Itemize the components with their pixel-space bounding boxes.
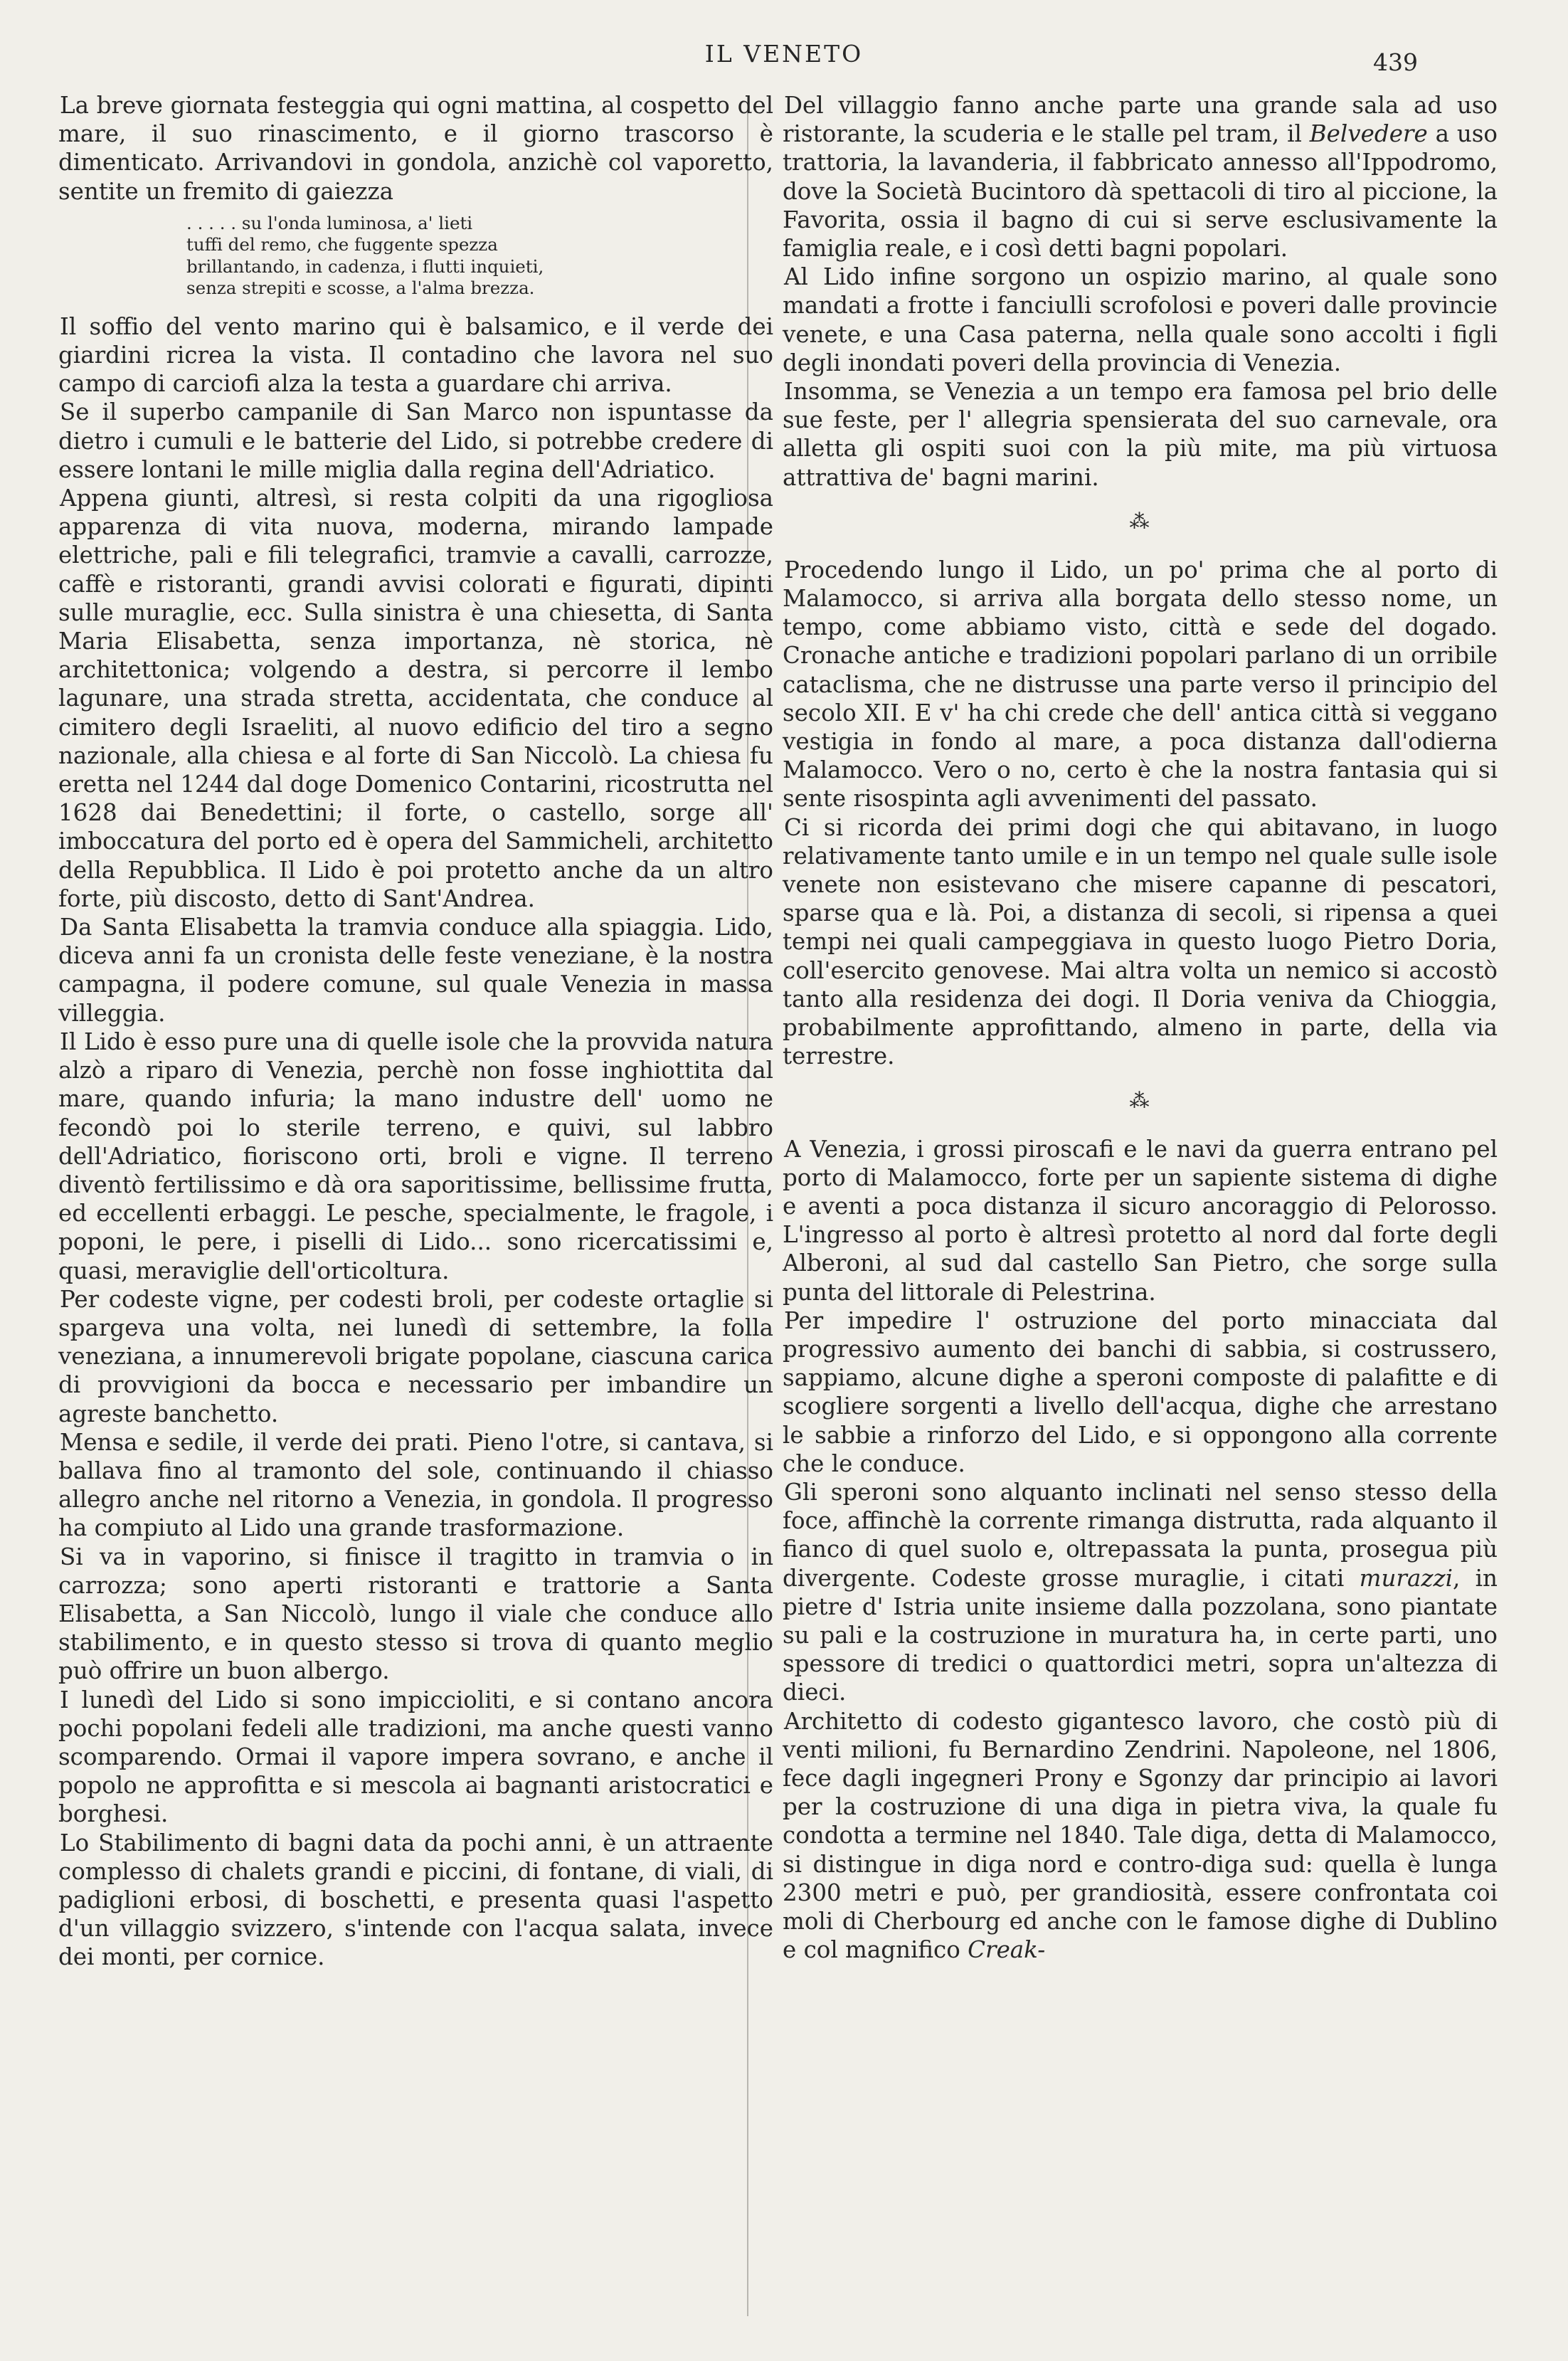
paragraph: Per codeste vigne, per codesti broli, per codeste ortaglie si spargeva una volta, nei lunedì di settembre, la folla veneziana, a innumerevoli brigate popolane, ciascuna carica di provvigioni da bocca e necessario per imbandire un agreste banchetto.	[58, 1285, 773, 1427]
poem-line: brillantando, in cadenza, i flutti inquieti,	[186, 255, 544, 277]
paragraph	[783, 1478, 1498, 1707]
paragraph: Appena giunti, altresì, si resta colpiti da una rigogliosa apparenza di vita nuova, moderna, mirando lampade elettriche, pali e fili telegrafici, tramvie a cavalli, carrozze, caffè e ristoranti, grandi avvisi colorati e figurati, dipinti sulle muraglie, ecc. Sulla sinistra è una chiesetta, di Santa Maria Elisabetta, senza importanza, nè storica, nè architettonica; volgendo a destra, si percorre il lembo lagunare, una strada stretta, accidentata, che conduce al cimitero degli Israeliti, al nuovo edificio del tiro a segno nazionale, alla chiesa e al forte di San Niccolò. La chiesa fu eretta nel 1244 dal doge Domenico Contarini, ricostrutta nel 1628 dai Benedettini; il forte, o castello, sorge all' imboccatura del porto ed è opera del Sammicheli, architetto della Repubblica. Il Lido è poi protetto anche da un altro forte, più discosto, detto di Sant'Andrea.	[58, 485, 773, 912]
poem-line: . . . . . su l'onda luminosa, a' lieti	[186, 212, 473, 233]
text-run: Architetto di codesto gigantesco lavoro, che costò più di venti milioni, fu Bernardino Zendrini. Napoleone, nel 1806, fece dagli ingegneri Prony e Sgonzy dar principio ai lavori per la costruzione di una diga in pietra viva, la quale fu condotta a termine nel 1840. Tale diga, detta di Malamocco, si distingue in diga nord e contro-diga sud: quella è lunga 2300 metri e può, per grandiosità, essere confrontata coi moli di Cherbourg ed anche con le famose dighe di Dublino e col magnifico	[783, 1707, 1498, 1964]
italic-term: Creak-	[968, 1936, 1046, 1964]
paragraph: Si va in vaporino, si finisce il tragitto in tramvia o in carrozza; sono aperti ristoranti e trattorie a Santa Elisabetta, a San Niccolò, lungo il viale che conduce allo stabilimento, e in questo stesso si trova di quanto meglio può offrire un buon albergo.	[58, 1543, 773, 1685]
left-column	[58, 91, 773, 1972]
page-number: 439	[1373, 48, 1418, 76]
text-run: , in pietre d' Istria unite insieme dalla pozzolana, sono piantate su pali e la costruzione in muratura ha, in certe parti, uno spessore di tredici o quattordici metri, sopra un'altezza di dieci.	[783, 1564, 1498, 1706]
paragraph: I lunedì del Lido si sono impiccioliti, e si contano ancora pochi popolani fedeli alle tradizioni, ma anche questi vanno scomparendo. Ormai il vapore impera sovrano, e anche il popolo ne approfitta e si mescola ai bagnanti aristocratici e borghesi.	[58, 1686, 773, 1828]
paragraph: Il soffio del vento marino qui è balsamico, e il verde dei giardini ricrea la vista. Il contadino che lavora nel suo campo di carciofi alza la testa a guardare chi arriva.	[58, 312, 773, 398]
right-column	[783, 91, 1498, 1964]
italic-term: Belvedere	[1309, 120, 1428, 148]
poem-quotation	[186, 213, 773, 300]
italic-term: murazzi	[1359, 1564, 1453, 1592]
paragraph	[783, 1707, 1498, 1965]
paragraph: Da Santa Elisabetta la tramvia conduce alla spiaggia. Lido, diceva anni fa un cronista delle feste veneziane, è la nostra campagna, il podere comune, sul quale Venezia in massa villeggia.	[58, 914, 773, 1027]
paragraph	[783, 91, 1498, 263]
paragraph: Per impedire l' ostruzione del porto minacciata dal progressivo aumento dei banchi di sabbia, si costrussero, sappiamo, alcune dighe a speroni composte di palafitte e di scogliere sorgenti a livello dell'acqua, dighe che arrestano le sabbie a rinforzo del Lido, e si oppongono alla corrente che le conduce.	[783, 1306, 1498, 1477]
running-title: IL VENETO	[704, 40, 864, 68]
paragraph: Il Lido è esso pure una di quelle isole che la provvida natura alzò a riparo di Venezia, perchè non fosse inghiottita dal mare, quando infuria; la mano industre dell' uomo ne fecondò poi lo sterile terreno, e quivi, sul labbro dell'Adriatico, fioriscono orti, broli e vigne. Il terreno diventò fertilissimo e dà ora saporitissime, bellissime frutta, ed eccellenti erbaggi. Le pesche, specialmente, le fragole, i poponi, le pere, i piselli di Lido... sono ricercatissimi e, quasi, meraviglie dell'orticoltura.	[58, 1028, 773, 1284]
paragraph: Procedendo lungo il Lido, un po' prima che al porto di Malamocco, si arriva alla borgata dello stesso nome, un tempo, come abbiamo visto, città e sede del dogado. Cronache antiche e tradizioni popolari parlano di un orribile cataclisma, che ne distrusse una parte verso il principio del secolo XII. E v' ha chi crede che dell' antica città si veggano vestigia in fondo al mare, a poca distanza dall'odierna Malamocco. Vero o no, certo è che la nostra fantasia qui si sente risospinta agli avvenimenti del passato.	[783, 556, 1498, 813]
section-separator: ⁂	[1129, 509, 1151, 533]
text-run: Gli speroni sono alquanto inclinati nel senso stesso della foce, affinchè la corrente rimanga distrutta, rada alquanto il fianco di quel suolo e, oltrepassata la punta, prosegua più divergente. Codeste grosse muraglie, i citati	[783, 1478, 1498, 1592]
paragraph: La breve giornata festeggia qui ogni mattina, al cospetto del mare, il suo rinascimento, e il giorno trascorso è dimenticato. Arrivandovi in gondola, anzichè col vaporetto, sentite un fremito di gaiezza	[58, 92, 773, 205]
paragraph: Al Lido infine sorgono un ospizio marino, al quale sono mandati a frotte i fanciulli scrofolosi e poveri dalle provincie venete, e una Casa paterna, nella quale sono accolti i figli degli inondati poveri della provincia di Venezia.	[783, 263, 1498, 376]
paragraph: Ci si ricorda dei primi dogi che qui abitavano, in luogo relativamente tanto umile e in un tempo nel quale sulle isole venete non esistevano che misere capanne di pescatori, sparse qua e là. Poi, a distanza di secoli, si ripensa a quei tempi nei quali campeggiava in questo luogo Pietro Doria, coll'esercito genovese. Mai altra volta un nemico si accostò tanto alla residenza dei dogi. Il Doria veniva da Chioggia, probabilmente approfittando, almeno in parte, della via terrestre.	[783, 813, 1498, 1070]
text-run: a uso trattoria, la lavanderia, il fabbricato annesso all'Ippodromo, dove la Società Bucintoro dà spettacoli di tiro al piccione, la Favorita, ossia il bagno di cui si serve esclusivamente la famiglia reale, e i così detti bagni popolari.	[783, 120, 1498, 263]
section-separator: ⁂	[1129, 1088, 1151, 1112]
text-run: Del villaggio fanno anche parte una grande sala ad uso ristorante, la scuderia e le stalle pel tram, il	[783, 92, 1498, 148]
paragraph: A Venezia, i grossi piroscafi e le navi da guerra entrano pel porto di Malamocco, forte per un sapiente sistema di dighe e aventi a poca distanza il sicuro ancoraggio di Pelorosso. L'ingresso al porto è altresì protetto al nord dal forte degli Alberoni, al sud dal castello San Pietro, che sorge sulla punta del littorale di Pelestrina.	[783, 1135, 1498, 1306]
poem-line: senza strepiti e scosse, a l'alma brezza.	[186, 278, 535, 299]
paragraph: Se il superbo campanile di San Marco non ispuntasse da dietro i cumuli e le batterie del Lido, si potrebbe credere di essere lontani le mille miglia dalla regina dell'Adriatico.	[58, 398, 773, 483]
poem-line: tuffi del remo, che fuggente spezza	[186, 234, 498, 255]
paragraph: Mensa e sedile, il verde dei prati. Pieno l'otre, si cantava, si ballava fino al tramonto del sole, continuando il chiasso allegro anche nel ritorno a Venezia, in gondola. Il progresso ha compiuto al Lido una grande trasformazione.	[58, 1428, 773, 1542]
paragraph: Insomma, se Venezia a un tempo era famosa pel brio delle sue feste, per l' allegria spensierata del suo carnevale, ora alletta gli ospiti suoi con la più mite, ma più virtuosa attrattiva de' bagni marini.	[783, 378, 1498, 491]
paragraph: Lo Stabilimento di bagni data da pochi anni, è un attraente complesso di chalets grandi e piccini, di fontane, di viali, di padiglioni erbosi, di boschetti, e presenta quasi l'aspetto d'un villaggio svizzero, s'intende con l'acqua salata, invece dei monti, per cornice.	[58, 1829, 773, 1971]
